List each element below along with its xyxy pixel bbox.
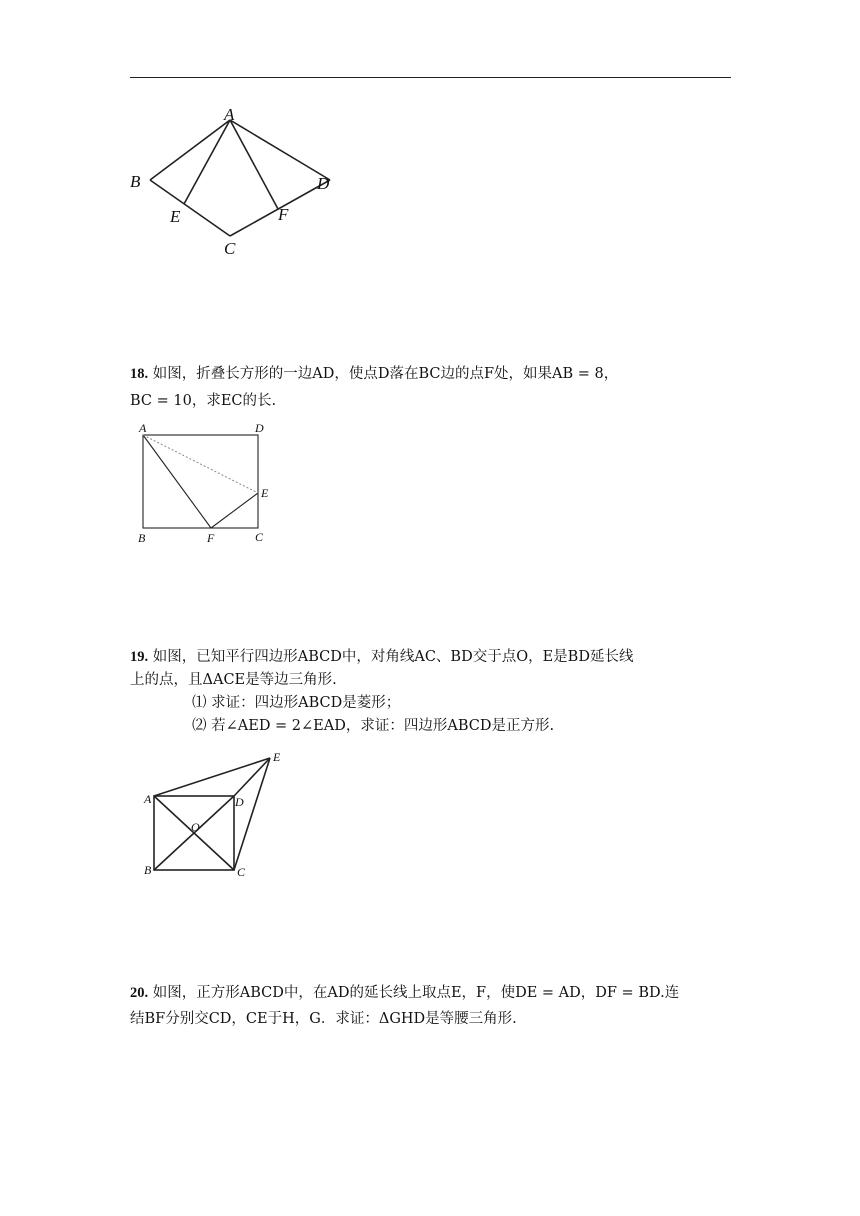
label-F: F	[278, 205, 289, 224]
q20-text-line1: 如图，正方形ABCD中，在AD的延长线上取点E，F，使DE = AD，DF = BD.连	[152, 985, 680, 1001]
header-rule	[130, 77, 731, 78]
segment-AB	[150, 120, 230, 180]
figure-19-diagram	[138, 748, 288, 883]
q20-line1	[130, 983, 679, 1003]
segment-BC	[150, 180, 230, 236]
q20-line2	[130, 1009, 517, 1029]
q19-line1	[130, 647, 633, 667]
label-E: E	[170, 207, 181, 226]
segment-AD	[230, 120, 330, 180]
label-B: B	[144, 863, 152, 877]
q19-text-line1: 如图，已知平行四边形ABCD中，对角线AC、BD交于点O，E是BD延长线	[152, 649, 634, 665]
q18-number: 18.	[130, 366, 149, 382]
label-F: F	[207, 531, 215, 545]
label-A: A	[139, 421, 147, 435]
label-B: B	[138, 531, 146, 545]
label-E: E	[261, 486, 269, 500]
segment-FE	[211, 493, 258, 528]
q20-text-line2: 结BF分别交CD，CE于H，G．求证：ΔGHD是等腰三角形.	[130, 1011, 517, 1027]
figure-18-diagram	[130, 418, 290, 548]
label-B: B	[130, 172, 141, 191]
segment-AE	[184, 120, 230, 204]
segment-AF	[230, 120, 278, 209]
q18-text-line2: BC = 10，求EC的长.	[130, 393, 277, 409]
label-D: D	[317, 174, 330, 193]
figure-17-diagram	[120, 100, 360, 265]
label-C: C	[255, 530, 264, 544]
q18-line2	[130, 391, 276, 411]
label-C: C	[237, 865, 246, 879]
label-C: C	[224, 239, 236, 258]
q19-part2: ⑵ 若∠AED = 2∠EAD，求证：四边形ABCD是正方形.	[192, 718, 555, 734]
q18-text-line1: 如图，折叠长方形的一边AD，使点D落在BC边的点F处，如果AB = 8，	[152, 366, 619, 382]
q19-number: 19.	[130, 649, 149, 665]
segment-AF	[143, 435, 211, 528]
label-D: D	[255, 421, 264, 435]
label-D: D	[235, 795, 244, 809]
q20-number: 20.	[130, 985, 149, 1001]
label-E: E	[273, 750, 281, 764]
label-A: A	[144, 792, 152, 806]
q19-line2	[130, 670, 337, 690]
q18-line1	[130, 364, 618, 384]
label-O: O	[191, 820, 200, 834]
segment-CE	[234, 758, 270, 870]
q19-text-line2: 上的点，且ΔACE是等边三角形.	[130, 672, 337, 688]
label-A: A	[224, 105, 235, 124]
q19-part1: ⑴ 求证：四边形ABCD是菱形；	[192, 695, 401, 711]
fold-line-AE	[143, 435, 258, 493]
